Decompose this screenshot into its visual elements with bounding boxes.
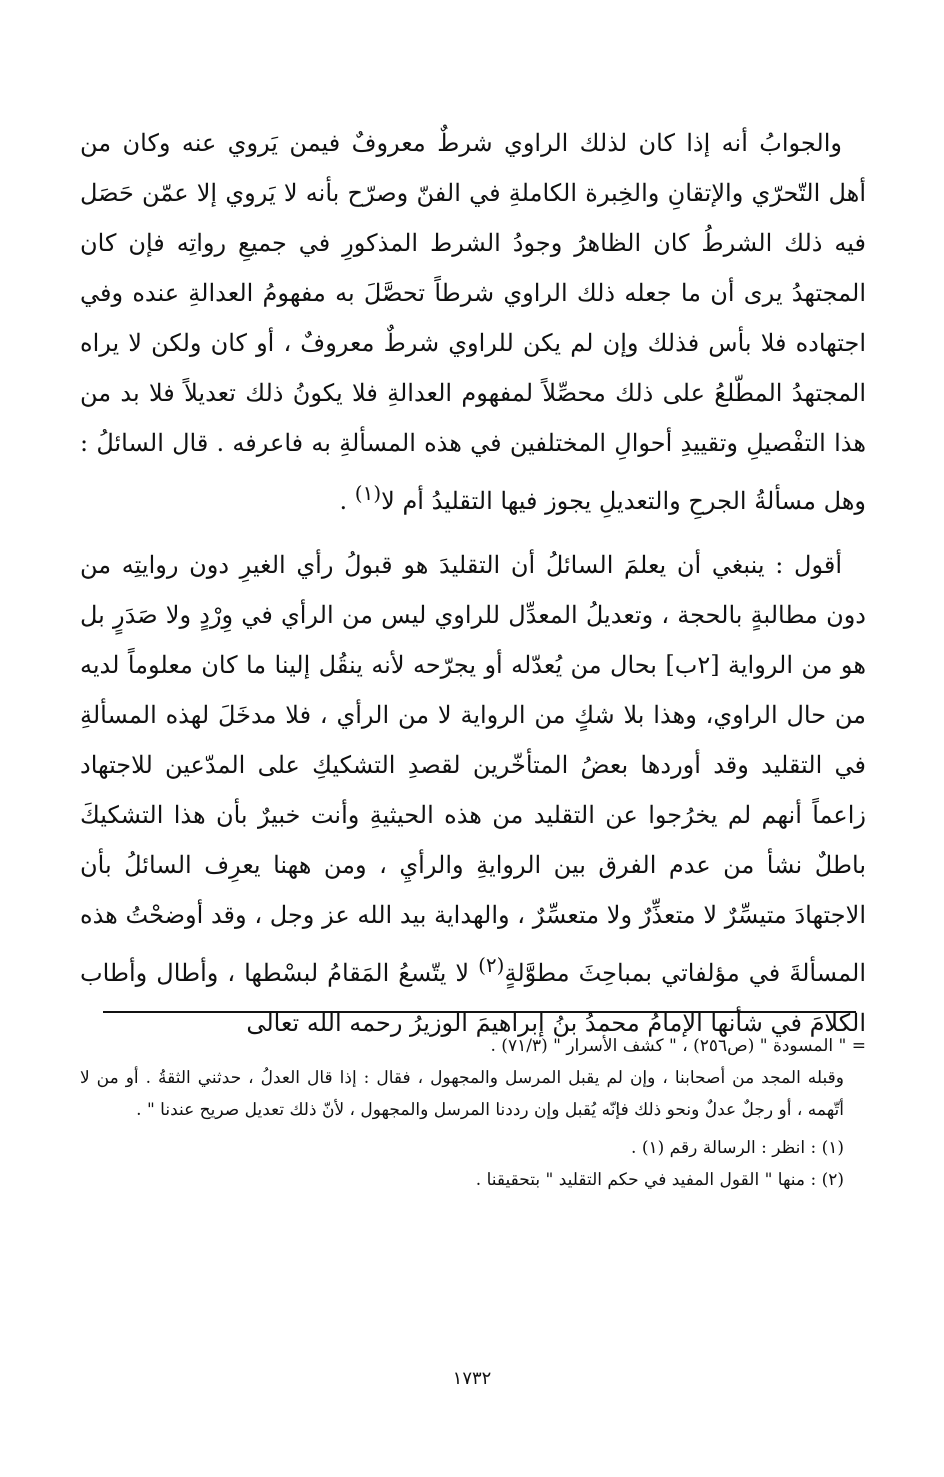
paragraph-end: . <box>339 487 355 515</box>
paragraph <box>80 118 866 526</box>
page-number: ١٧٣٢ <box>452 1368 492 1389</box>
paragraph-text: والجوابُ أنه إذا كان لذلك الراوي شرطٌ معروفٌ فيمن يَروي عنه وكان من أهل التّحرّي والإتقانِ والخِبرة الكاملةِ في الفنّ وصرّح بأنه لا يَروي إلا عمّن حَصَل فيه ذلك الشرطُ كان الظاهرُ وجودُ الشرط المذكورِ في جميعِ رواتِه فإن كان المجتهدُ يرى أن ما جعله ذلك الراوي شرطاً تحصَّلَ به مفهومُ العدالةِ عنده وفي اجتهاده فلا بأس فذلك وإن لم يكن للراوي شرطٌ معروفٌ ، أو كان ولكن لا يراه المجتهدُ المطّلعُ على ذلك محصِّلاً لمفهوم العدالةِ فلا يكونُ ذلك تعديلاً فلا بد من هذا التفْصيلِ وتقييدِ أحوالِ المختلفين في هذه المسألةِ به فاعرفه . قال السائلُ : وهل مسألةُ الجرحِ والتعديلِ يجوز فيها التقليدُ أم لا <box>80 129 867 515</box>
footnote-continuation <box>80 1030 866 1062</box>
footnote-text: " المسودة " (ص٢٥٦) ، " كشف الأسرار " (٧١/٣) . <box>490 1036 852 1056</box>
footnote-reference: (٢) <box>478 953 505 977</box>
footnotes <box>80 1030 866 1196</box>
paragraph-text: لا يتّسعُ المَقامُ لبسْطها ، وأطال وأطاب الكلامَ في شأنها الإمامُ محمدُ بنُ إبراهيمَ الوزيرُ رحمه الله تعالى <box>80 959 866 1037</box>
footnote-reference: (١) <box>354 481 382 505</box>
paragraph <box>80 540 866 1048</box>
paragraph-text: أقول : ينبغي أن يعلمَ السائلُ أن التقليدَ هو قبولُ رأي الغيرِ دون روايتِه من دون مطالبةٍ بالحجة ، وتعديلُ المعدِّل للراوي ليس من الرأي في وِرْدٍ ولا صَدَرٍ بل هو من الرواية [٢ب] بحال من يُعدّله أو يجرّحه لأنه ينقُل إلينا ما كان معلوماً لديه من حال الراوي، وهذا بلا شكٍ من الرواية لا من الرأي ، فلا مدخَلَ لهذه المسألةِ في التقليد وقد أوردها بعضُ المتأخّرين لقصدِ التشكيكِ على المدّعين للاجتهاد زاعماً أنهم لم يخرُجوا عن التقليد من هذه الحيثيةِ وأنت خبيرٌ بأن هذا التشكيكَ باطلٌ نشأ من عدم الفرق بين الروايةِ والرأيِ ، ومن ههنا يعرِف السائلُ بأن الاجتهادَ متيسِّرٌ لا متعذِّرٌ ولا متعسِّرٌ ، والهداية بيد الله عز وجل ، وقد أوضحْتُ هذه المسألةَ في مؤلفاتي بمباحِثَ مطوَّلةٍ <box>80 551 866 987</box>
continuation-mark: = <box>851 1036 866 1056</box>
footnote-divider <box>103 1011 856 1013</box>
footnote-quote: وقبله المجد من أصحابنا ، وإن لم يقبل المرسل والمجهول ، فقال : إذا قال العدلُ ، حدثني الثقةُ . أو من لا أتّهمه ، أو رجلٌ عدلٌ ونحو ذلك فإنّه يُقبل وإن رددنا المرسل والمجهول ، لأنّ ذلك تعديل صريح عندنا " . <box>80 1068 844 1120</box>
footnote-1: (١) : انظر : الرسالة رقم (١) . <box>631 1138 844 1158</box>
main-text <box>80 118 866 1048</box>
footnote-2: (٢) : منها " القول المفيد في حكم التقليد " بتحقيقنا . <box>475 1170 844 1190</box>
